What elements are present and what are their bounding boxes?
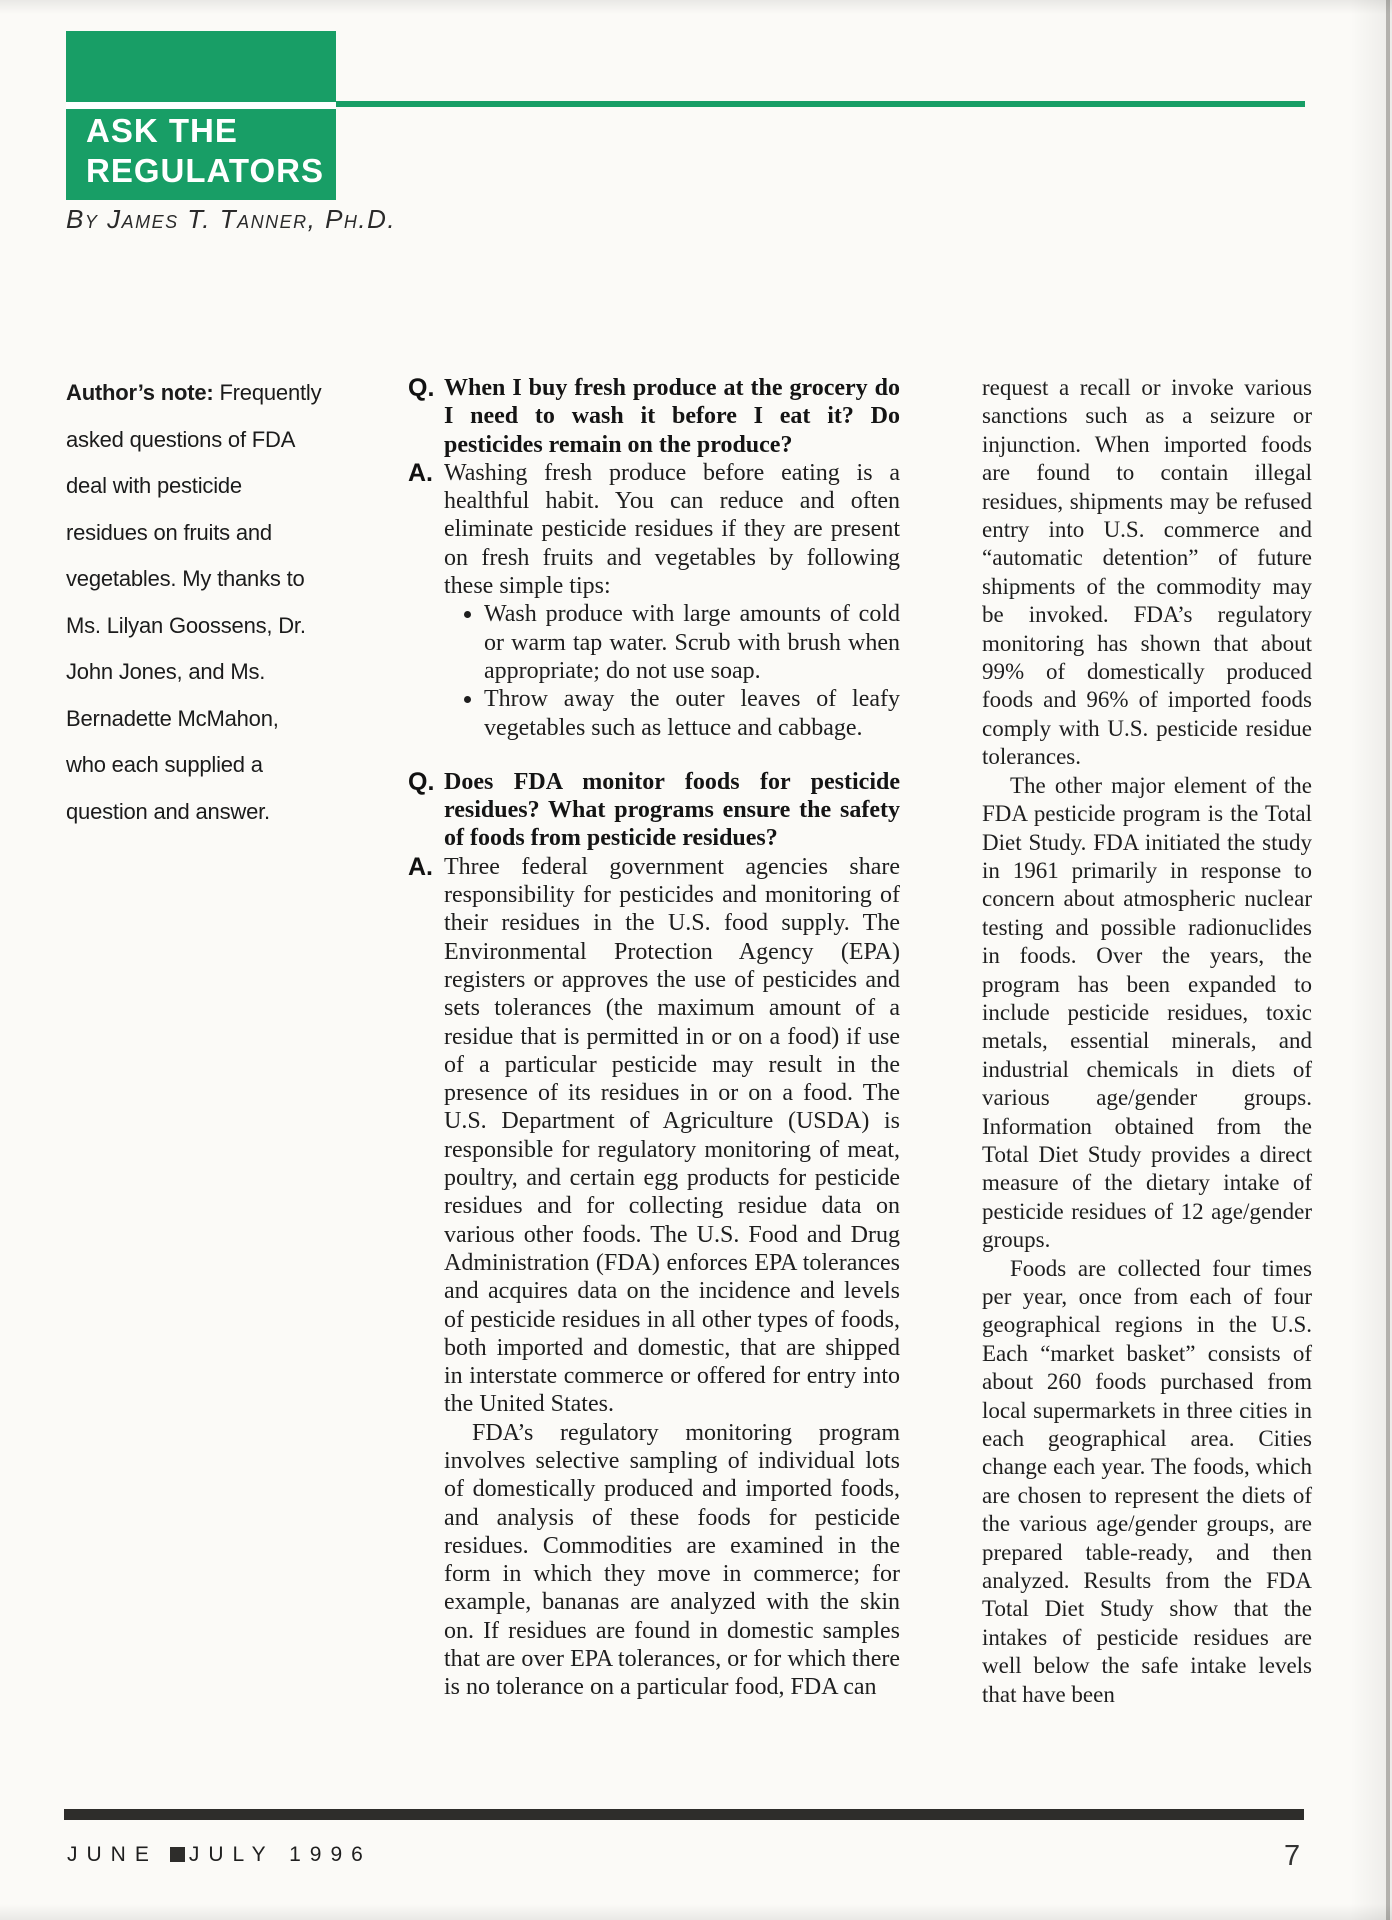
tip-item: • Throw away the outer leaves of leafy vegetables such as lettuce and cabbage.	[484, 685, 900, 742]
scan-edge-bottom	[0, 1904, 1392, 1920]
footer-rule	[64, 1809, 1304, 1820]
question-1-marker: Q.	[408, 374, 435, 402]
question-1-text: When I buy fresh produce at the grocery do I need to wash it before I eat it? Do pesticides remain on the produce?	[444, 375, 900, 458]
scan-edge-right-line	[1386, 0, 1390, 1920]
answer-1-intro: Washing fresh produce before eating is a healthful habit. You can reduce and often eliminate pesticide residues if they are present on fresh fruits and vegetables by following these simple tips:	[444, 459, 900, 600]
tip-item: • Wash produce with large amounts of cold or warm tap water. Scrub with brush when appropriate; do not use soap.	[484, 600, 900, 685]
footer-issue-month2: JULY 1996	[188, 1843, 372, 1866]
answer-2-paragraph: Three federal government agencies share responsibility for pesticides and monitoring of their residues in the U.S. food supply. The Environmental Protection Agency (EPA) registers or approves the use of pesticides and sets tolerances (the maximum amount of a residue that is permitted in or on a food) if use of a particular pesticide may result in the presence of its residues in or on a food. The U.S. Department of Agriculture (USDA) is responsible for regulatory monitoring of meat, poultry, and certain egg products for pesticide residues and for collecting residue data on various other foods. The U.S. Food and Drug Administration (FDA) enforces EPA tolerances and acquires data on the incidence and levels of pesticide residues in all other types of foods, both imported and domestic, that are shipped in interstate commerce or offered for entry into the United States.	[444, 853, 900, 1418]
authors-note-line: Ms. Lilyan Goossens, Dr.	[66, 612, 306, 638]
question-2-text: Does FDA monitor foods for pesticide residues? What programs ensure the safety of foods from pesticide residues?	[444, 768, 900, 852]
column-title-line1: ASK THE	[86, 112, 238, 149]
authors-note-column	[66, 370, 356, 835]
authors-note-line: John Jones, and Ms.	[66, 659, 266, 684]
column-title	[86, 111, 324, 191]
issue-separator-square-icon	[170, 1847, 185, 1862]
authors-note-line: vegetables. My thanks to	[66, 566, 305, 591]
authors-note-line: who each supplied a	[66, 752, 263, 777]
answer-1	[408, 459, 900, 742]
continuation-paragraph: Foods are collected four times per year, once from each of four geographical regions in the U.S. Each “market basket” consists of about 260 foods purchased from local supermarkets in three cities in each geographical area. Cities change each year. The foods, which are chosen to represent the diets of the various age/gender groups, are prepared table-ready, and then analyzed. Results from the FDA Total Diet Study show that the intakes of pesticide residues are well below the safe intake levels that have been	[982, 1255, 1312, 1707]
section-gap	[408, 742, 900, 768]
authors-note-line: Bernadette McMahon,	[66, 705, 279, 731]
authors-note-line: deal with pesticide	[66, 473, 242, 498]
continuation-paragraph: The other major element of the FDA pesticide program is the Total Diet Study. FDA initiated the study in 1961 primarily in response to concern about atmospheric nuclear testing and possible radionuclides in foods. Over the years, the program has been expanded to include pesticide residues, toxic metals, essential minerals, and industrial chemicals in diets of various age/gender groups. Information obtained from the Total Diet Study provides a direct measure of the dietary intake of pesticide residues of 12 age/gender groups.	[982, 772, 1312, 1253]
column-masthead-box	[66, 31, 336, 200]
answer-2-body	[444, 853, 900, 1702]
answer-2-paragraph: FDA’s regulatory monitoring program involves selective sampling of individual lots of domestically produced and imported foods, and analysis of these foods for pesticide residues. Commodities are examined in the form in which they move in commerce; for example, bananas are analyzed with the skin on. If residues are found in domestic samples that are over EPA tolerances, or for which there is no tolerance on a particular food, FDA can	[444, 1419, 900, 1701]
qa-column	[408, 374, 900, 1702]
footer-issue-month1: JUNE	[67, 1843, 158, 1866]
answer-1-marker: A.	[408, 458, 433, 487]
answer-1-body	[444, 459, 900, 742]
footer-issue-date	[67, 1843, 372, 1867]
authors-note-line: asked questions of FDA	[66, 426, 296, 452]
answer-2	[408, 853, 900, 1702]
question-1	[408, 374, 900, 459]
authors-note-line: residues on fruits and	[66, 519, 272, 545]
authors-note-line	[66, 370, 356, 417]
page-number: 7	[1284, 1840, 1301, 1872]
authors-note-label: Author’s note:	[66, 380, 214, 405]
continuation-paragraph: request a recall or invoke various sanctions such as a seizure or injunction. When imported foods are found to contain illegal residues, shipments may be refused entry into U.S. commerce and “automatic detention” of future shipments of the commodity may be invoked. FDA’s regulatory monitoring has shown that about 99% of domestically produced foods and 96% of imported foods comply with U.S. pesticide residue tolerances.	[982, 375, 1312, 770]
question-2	[408, 768, 900, 853]
answer-1-tip-list	[444, 600, 900, 741]
authors-note-line: question and answer.	[66, 798, 270, 824]
authors-note-line1-rest: Frequently	[219, 380, 322, 405]
question-2-marker: Q.	[408, 767, 435, 796]
column-title-line2: REGULATORS	[86, 152, 324, 189]
masthead-rule	[336, 101, 1305, 107]
scan-edge-top	[0, 0, 1392, 14]
continuation-column	[982, 374, 1312, 1709]
masthead-separator-line	[66, 102, 336, 109]
byline: By James T. Tanner, Ph.D.	[66, 204, 397, 234]
answer-2-marker: A.	[408, 852, 433, 881]
